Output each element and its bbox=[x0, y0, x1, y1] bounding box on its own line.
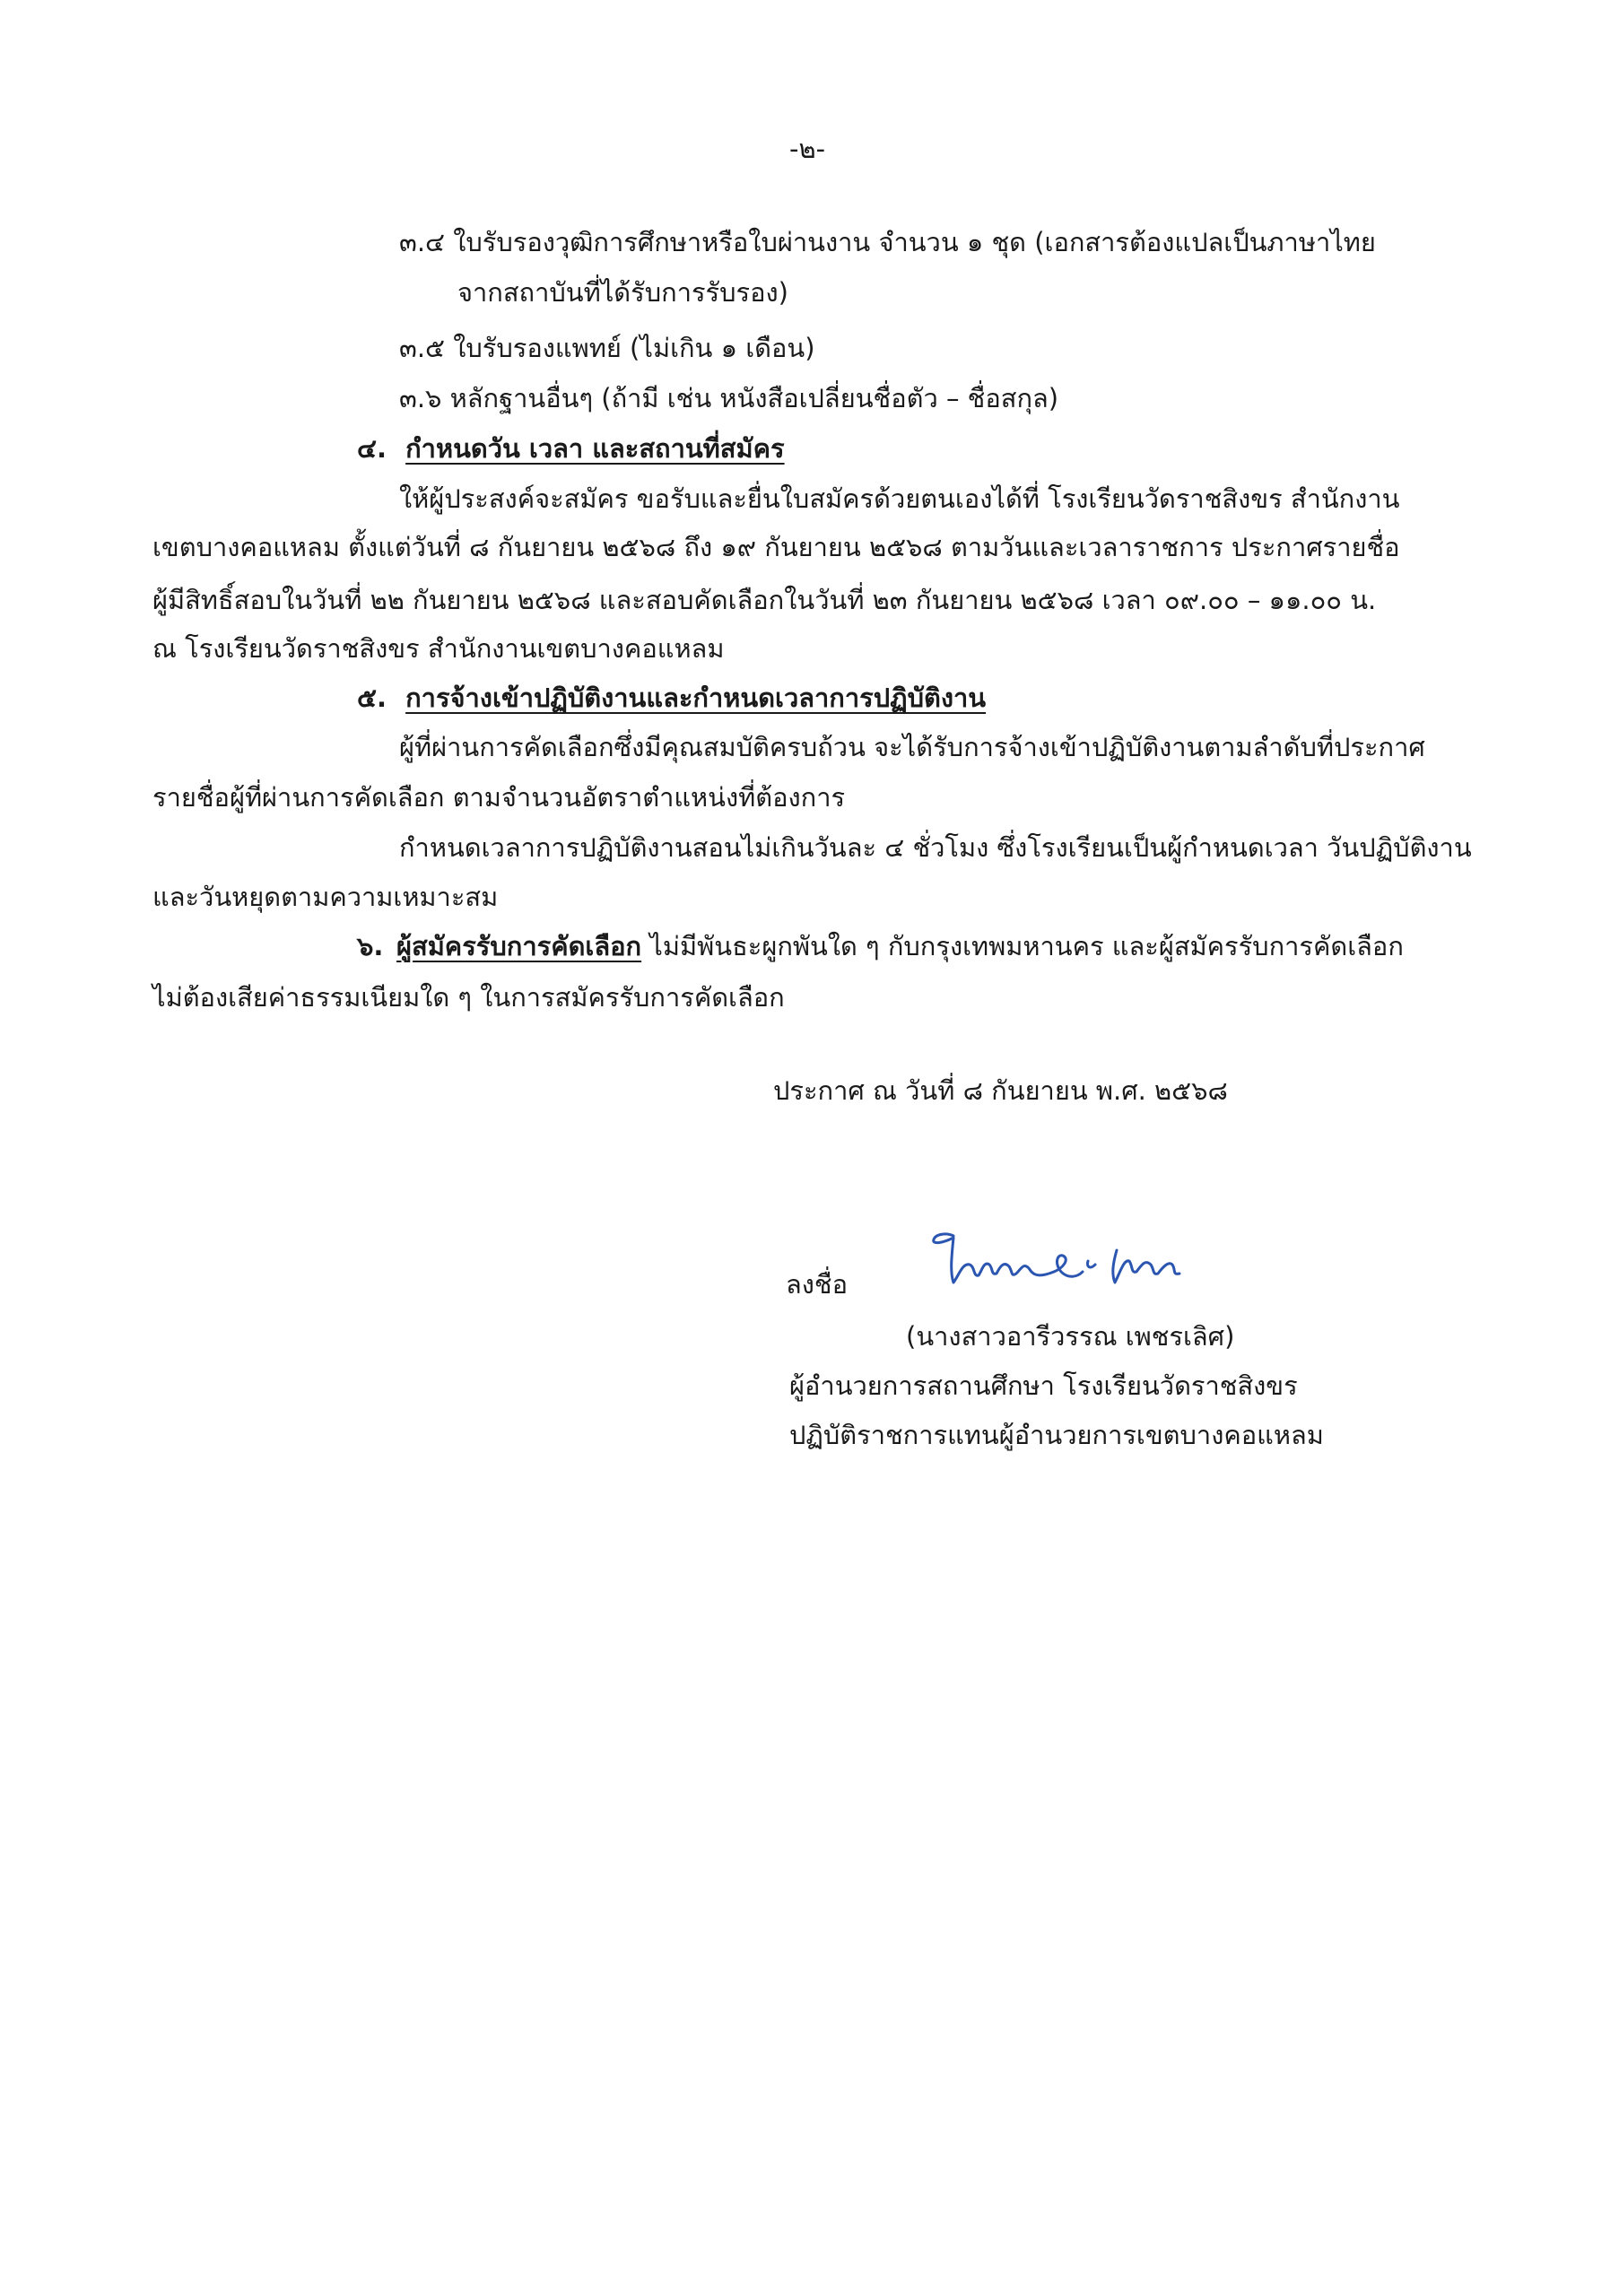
sign-label: ลงชื่อ bbox=[786, 1269, 849, 1300]
section-4-heading bbox=[357, 430, 785, 466]
section-4-line-2: เขตบางคอแหลม ตั้งแต่วันที่ ๘ กันยายน ๒๕๖๘ ถึง ๑๙ กันยายน ๒๕๖๘ ตามวันและเวลาราชการ ประกาศรายชื่อ bbox=[152, 532, 1400, 562]
announcement-date: ประกาศ ณ วันที่ ๘ กันยายน พ.ศ. ๒๕๖๘ bbox=[773, 1075, 1228, 1106]
signatory-position-2: ปฏิบัติราชการแทนผู้อำนวยการเขตบางคอแหลม bbox=[789, 1420, 1324, 1450]
section-6-line-1-rest: ไม่มีพันธะผูกพันใด ๆ กับกรุงเทพมหานคร และผู้สมัครรับการคัดเลือก bbox=[641, 931, 1404, 961]
section-5-number: ๕. bbox=[357, 683, 387, 713]
section-4-line-3: ผู้มีสิทธิ์สอบในวันที่ ๒๒ กันยายน ๒๕๖๘ และสอบคัดเลือกในวันที่ ๒๓ กันยายน ๒๕๖๘ เวลา ๐๙.๐๐ – ๑๑.๐๐ น. bbox=[152, 585, 1377, 615]
item-3-4-line-2: จากสถาบันที่ได้รับการรับรอง) bbox=[457, 277, 788, 308]
item-3-5: ๓.๕ ใบรับรองแพทย์ (ไม่เกิน ๑ เดือน) bbox=[399, 333, 815, 363]
handwritten-signature bbox=[928, 1220, 1188, 1305]
signatory-name: (นางสาวอารีวรรณ เพชรเลิศ) bbox=[906, 1321, 1235, 1352]
section-5-heading bbox=[357, 680, 986, 716]
section-4-title: กำหนดวัน เวลา และสถานที่สมัคร bbox=[405, 433, 785, 464]
section-5-line-4: และวันหยุดตามความเหมาะสม bbox=[152, 882, 499, 912]
item-3-4-line-1: ๓.๔ ใบรับรองวุฒิการศึกษาหรือใบผ่านงาน จำนวน ๑ ชุด (เอกสารต้องแปลเป็นภาษาไทย bbox=[399, 227, 1376, 257]
section-6-number: ๖. bbox=[357, 931, 384, 961]
section-4-line-4: ณ โรงเรียนวัดราชสิงขร สำนักงานเขตบางคอแหลม bbox=[152, 633, 725, 664]
item-3-6: ๓.๖ หลักฐานอื่นๆ (ถ้ามี เช่น หนังสือเปลี่ยนชื่อตัว – ชื่อสกุล) bbox=[399, 383, 1059, 413]
section-5-line-2: รายชื่อผู้ที่ผ่านการคัดเลือก ตามจำนวนอัตราตำแหน่งที่ต้องการ bbox=[152, 782, 846, 813]
section-4-number: ๔. bbox=[357, 433, 387, 464]
section-5-line-1: ผู้ที่ผ่านการคัดเลือกซึ่งมีคุณสมบัติครบถ้วน จะได้รับการจ้างเข้าปฏิบัติงานตามลำดับที่ประกาศ bbox=[399, 732, 1425, 762]
section-6-title: ผู้สมัครรับการคัดเลือก bbox=[396, 931, 642, 961]
section-6-line-2: ไม่ต้องเสียค่าธรรมเนียมใด ๆ ในการสมัครรับการคัดเลือก bbox=[152, 982, 785, 1013]
section-5-line-3: กำหนดเวลาการปฏิบัติงานสอนไม่เกินวันละ ๔ ชั่วโมง ซึ่งโรงเรียนเป็นผู้กำหนดเวลา วันปฏิบัติงาน bbox=[399, 832, 1472, 863]
signatory-position-1: ผู้อำนวยการสถานศึกษา โรงเรียนวัดราชสิงขร bbox=[789, 1370, 1298, 1401]
section-4-line-1: ให้ผู้ประสงค์จะสมัคร ขอรับและยื่นใบสมัครด้วยตนเองได้ที่ โรงเรียนวัดราชสิงขร สำนักงาน bbox=[399, 483, 1400, 514]
section-6-line-1 bbox=[357, 928, 1404, 964]
section-5-title: การจ้างเข้าปฏิบัติงานและกำหนดเวลาการปฏิบัติงาน bbox=[405, 683, 987, 713]
page-number: -๒- bbox=[789, 134, 826, 164]
